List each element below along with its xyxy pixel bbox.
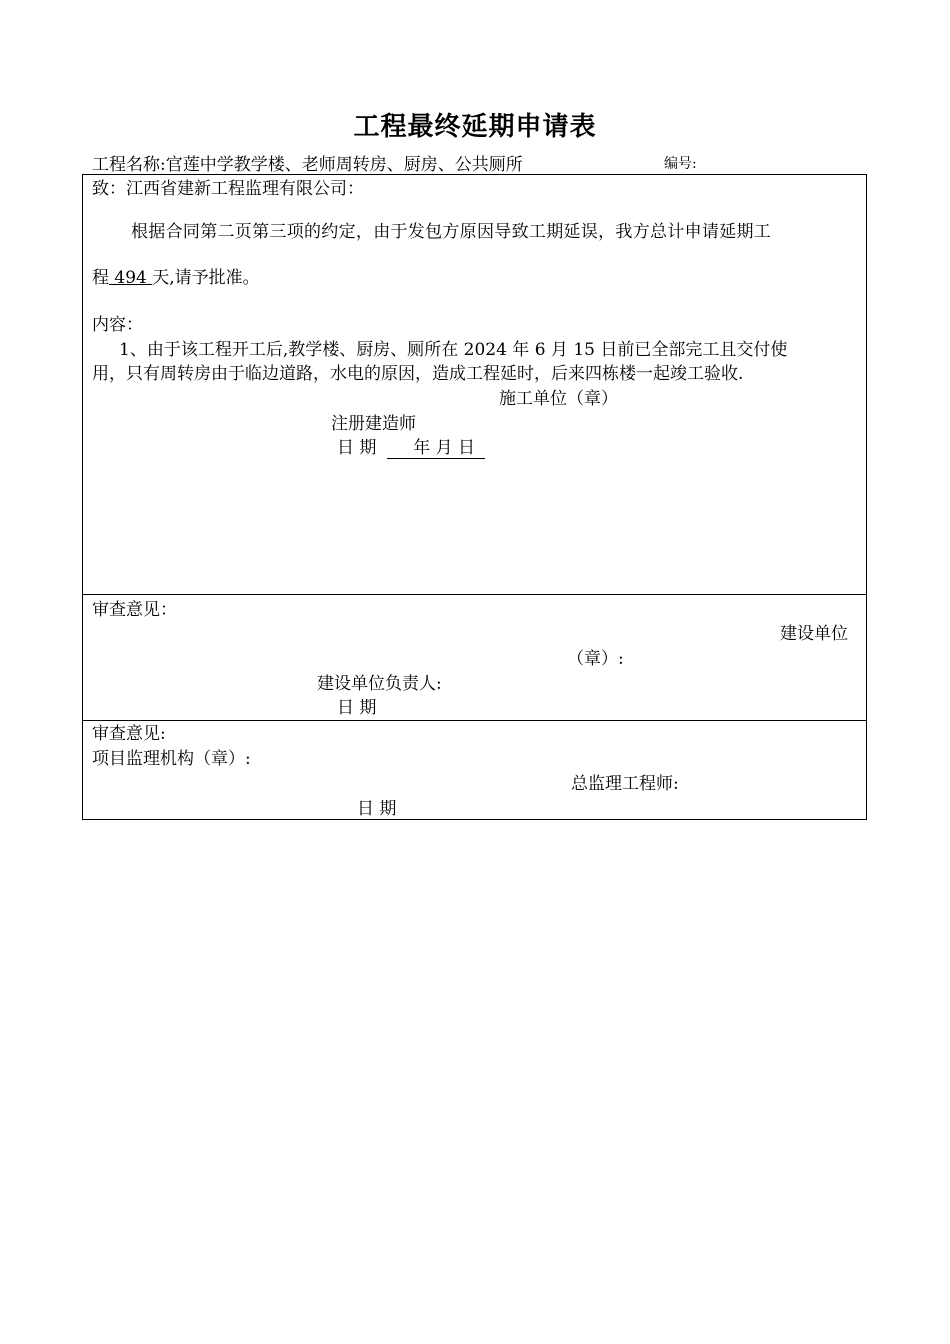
registered-builder: 注册建造师 xyxy=(331,414,416,434)
owner-seal: （章）: xyxy=(567,649,624,669)
application-form-table xyxy=(82,174,867,820)
content-line1: 1、由于该工程开工后,教学楼、厨房、厕所在 2024 年 6 月 15 日前已全部完工且交付使 xyxy=(119,340,788,360)
section-divider xyxy=(83,594,866,595)
addressee: 致：江西省建新工程监理有限公司： xyxy=(92,179,364,199)
date-label: 日 期 xyxy=(337,438,377,458)
supervision-date-label: 日 期 xyxy=(357,799,397,819)
contractor-seal: 施工单位（章） xyxy=(499,389,618,409)
date-row xyxy=(337,437,485,459)
content-label: 内容： xyxy=(92,315,143,335)
project-name: 工程名称:官莲中学教学楼、老师周转房、厨房、公共厕所 xyxy=(92,155,523,175)
review-label: 审查意见: xyxy=(92,724,166,744)
owner-date-label: 日 期 xyxy=(337,698,377,718)
application-paragraph-line2: 程 494 天,请予批准。 xyxy=(92,268,260,288)
application-paragraph-line1: 根据合同第二页第三项的约定，由于发包方原因导致工期延误，我方总计申请延期工 xyxy=(131,222,772,242)
supervision-organization: 项目监理机构（章）: xyxy=(92,749,251,769)
content-line2: 用，只有周转房由于临边道路，水电的原因，造成工程延时，后来四栋楼一起竣工验收. xyxy=(92,364,744,384)
review-label: 审查意见： xyxy=(92,600,177,620)
chief-supervising-engineer: 总监理工程师: xyxy=(571,774,679,794)
page-title: 工程最终延期申请表 xyxy=(353,112,597,142)
owner-unit: 建设单位 xyxy=(780,624,848,644)
date-value: 年 月 日 xyxy=(387,438,485,459)
extension-days: 494 xyxy=(109,268,153,288)
owner-representative: 建设单位负责人: xyxy=(317,674,442,694)
serial-number-label: 编号: xyxy=(664,156,697,172)
section-divider xyxy=(83,720,866,721)
